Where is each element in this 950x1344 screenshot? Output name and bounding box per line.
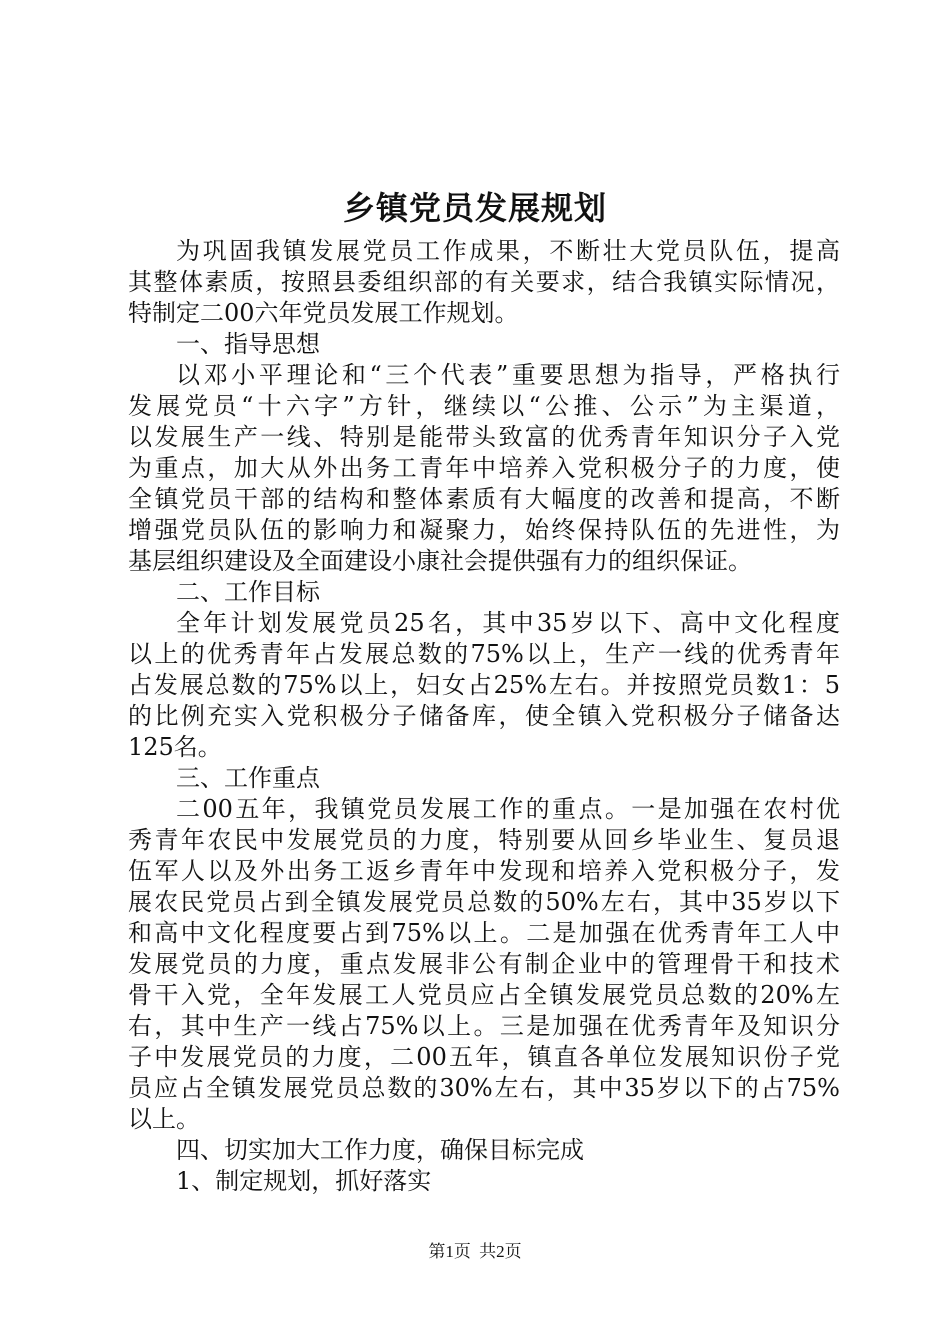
paragraph-line: 展农民党员占到全镇发展党员总数的50%左右，其中35岁以下 [128,888,840,916]
section-heading: 一、指导思想 [176,330,320,358]
paragraph-line: 特制定二00六年党员发展工作规划。 [128,299,519,327]
page-number: 第1页 [428,1242,471,1261]
page-total: 共2页 [479,1242,522,1261]
paragraph-line: 为巩固我镇发展党员工作成果，不断壮大党员队伍，提高 [176,237,840,265]
subsection-heading: 1、制定规划，抓好落实 [176,1167,432,1195]
paragraph-line: 伍军人以及外出务工返乡青年中发现和培养入党积极分子，发 [128,857,840,885]
paragraph-line: 基层组织建设及全面建设小康社会提供强有力的组织保证。 [128,547,752,575]
paragraph-line: 发展党员的力度，重点发展非公有制企业中的管理骨干和技术 [128,950,840,978]
paragraph-line: 骨干入党，全年发展工人党员应占全镇发展党员总数的20%左 [128,981,840,1009]
paragraph-line: 以上的优秀青年占发展总数的75%以上，生产一线的优秀青年 [128,640,840,668]
paragraph-line: 125名。 [128,733,222,761]
paragraph-line: 其整体素质，按照县委组织部的有关要求，结合我镇实际情况， [128,268,840,296]
paragraph-line: 发展党员“十六字”方针，继续以“公推、公示”为主渠道， [128,392,840,420]
section-heading: 四、切实加大工作力度，确保目标完成 [176,1136,584,1164]
paragraph-line: 二00五年，我镇党员发展工作的重点。一是加强在农村优 [176,795,840,823]
paragraph-line: 全年计划发展党员25名，其中35岁以下、高中文化程度 [176,609,840,637]
document-body [128,236,840,1197]
paragraph-line: 子中发展党员的力度，二00五年，镇直各单位发展知识份子党 [128,1043,840,1071]
paragraph-line: 增强党员队伍的影响力和凝聚力，始终保持队伍的先进性，为 [128,516,840,544]
document-title: 乡镇党员发展规划 [342,189,607,227]
paragraph-line: 以邓小平理论和“三个代表”重要思想为指导，严格执行 [176,361,840,389]
paragraph-line: 秀青年农民中发展党员的力度，特别要从回乡毕业生、复员退 [128,826,840,854]
section-heading: 三、工作重点 [176,764,320,792]
paragraph-line: 员应占全镇发展党员总数的30%左右，其中35岁以下的占75% [128,1074,840,1102]
paragraph-line: 的比例充实入党积极分子储备库，使全镇入党积极分子储备达 [128,702,840,730]
paragraph-line: 占发展总数的75%以上，妇女占25%左右。并按照党员数1：5 [128,671,840,699]
paragraph-line: 全镇党员干部的结构和整体素质有大幅度的改善和提高，不断 [128,485,840,513]
paragraph-line: 以发展生产一线、特别是能带头致富的优秀青年知识分子入党 [128,423,840,451]
paragraph-line: 为重点，加大从外出务工青年中培养入党积极分子的力度，使 [128,454,840,482]
paragraph-line: 和高中文化程度要占到75%以上。二是加强在优秀青年工人中 [128,919,840,947]
section-heading: 二、工作目标 [176,578,320,606]
page-footer [0,1240,950,1264]
paragraph-line: 以上。 [128,1105,200,1133]
paragraph-line: 右，其中生产一线占75%以上。三是加强在优秀青年及知识分 [128,1012,840,1040]
